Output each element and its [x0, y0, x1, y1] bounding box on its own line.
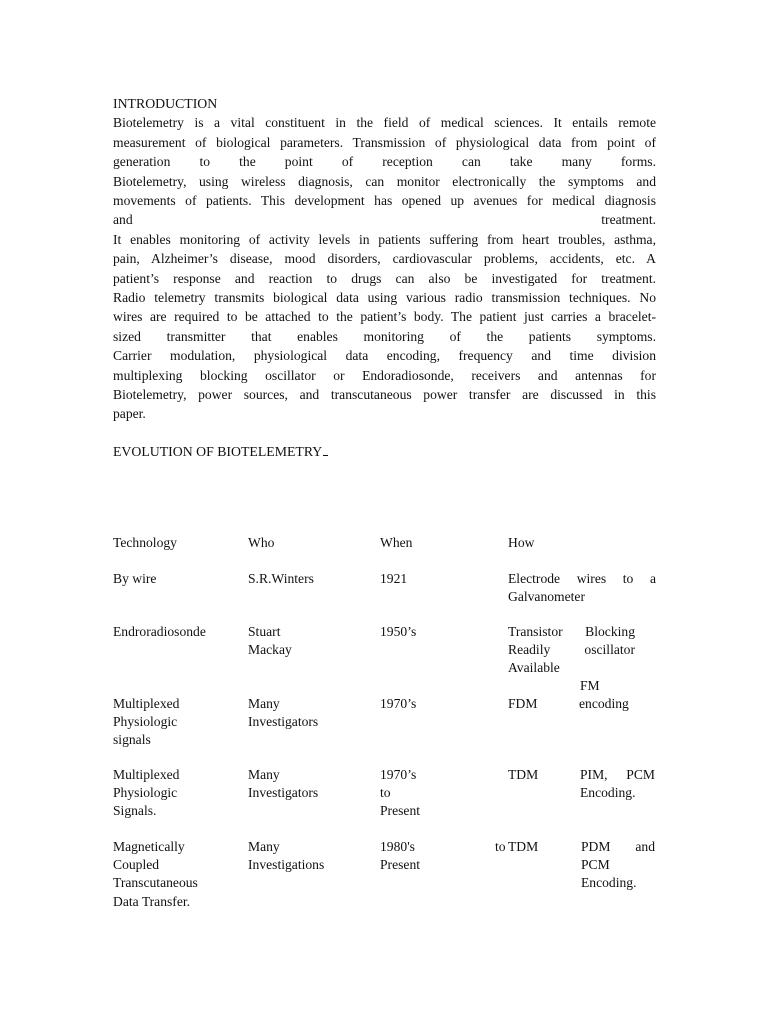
table-row-4-who	[248, 766, 318, 802]
cell-line: Blocking	[585, 624, 635, 639]
cell-line: 1950’s	[380, 624, 417, 639]
evolution-heading: EVOLUTION OF BIOTELEMETRY	[113, 444, 323, 459]
cell-line: Signals.	[113, 803, 157, 819]
header-technology: Technology	[113, 535, 177, 550]
cell-word: and	[635, 839, 655, 854]
cell-line: S.R.Winters	[248, 571, 314, 586]
cell-line: Many	[248, 839, 280, 854]
cell-line: TDM	[508, 839, 539, 854]
table-row-4-technology	[113, 766, 179, 821]
cell-line: Endroradiosonde	[113, 624, 206, 639]
header-how: How	[508, 535, 535, 550]
cell-line: Transistor	[508, 624, 563, 639]
cell-line: Investigators	[248, 785, 319, 801]
cell-line-justified	[580, 766, 655, 784]
cell-line: Many	[248, 696, 280, 711]
intro-line: pain, Alzheimer’s disease, mood disorders, cardiovascular problems, accidents, etc. A	[113, 251, 656, 267]
cell-line: Physiologic	[113, 714, 178, 730]
cell-word: to	[622, 571, 634, 586]
intro-line: Carrier modulation, physiological data encoding, frequency and time division	[113, 348, 656, 364]
table-row-2-technology	[113, 623, 206, 641]
cell-line: Encoding.	[581, 875, 637, 891]
table-row-1-when	[380, 570, 407, 588]
table-row-5-when	[380, 838, 420, 874]
cell-line: Available	[508, 660, 560, 676]
cell-word: a	[649, 571, 656, 586]
intro-line: patient’s response and reaction to drugs can also be investigated for treatment.	[113, 270, 656, 286]
cell-line: oscillator	[584, 642, 635, 658]
intro-line: Biotelemetry, using wireless diagnosis, can monitor electronically the symptoms and	[113, 173, 656, 189]
cell-line: Physiologic	[113, 785, 178, 801]
table-row-1-technology	[113, 570, 156, 588]
intro-line: paper.	[113, 406, 146, 422]
line-word: treatment.	[601, 212, 656, 228]
table-row-4-when	[380, 766, 420, 821]
table-row-5-when-extra	[495, 838, 506, 856]
cell-line: TDM	[508, 767, 539, 782]
cell-line: to	[380, 785, 391, 801]
table-row-5-who	[248, 838, 324, 874]
cell-line: FDM	[508, 696, 538, 711]
cell-word: PIM,	[580, 767, 608, 782]
line-word: and	[113, 212, 133, 228]
table-row-1-how	[508, 570, 656, 606]
intro-line: movements of patients. This development has opened up avenues for medical diagnosis	[113, 193, 656, 209]
cell-line: Galvanometer	[508, 589, 585, 605]
table-row-3-who	[248, 695, 318, 731]
table-row-3-when	[380, 695, 416, 713]
cell-line: By wire	[113, 571, 157, 586]
cell-line: Multiplexed	[113, 696, 180, 711]
cell-line: Mackay	[248, 642, 292, 658]
cell-word: Electrode	[508, 571, 561, 586]
intro-line: measurement of biological parameters. Transmission of physiological data from point of	[113, 134, 656, 150]
table-row-3-how-extra	[579, 677, 629, 713]
cell-line: 1970’s	[380, 696, 417, 711]
text-cursor-mark	[323, 443, 328, 456]
table-row-5-how-extra	[581, 838, 655, 893]
cell-word: PCM	[626, 767, 655, 782]
cell-line: 1980's	[380, 839, 415, 854]
intro-line: sized transmitter that enables monitoring of the patients symptoms.	[113, 328, 656, 344]
cell-line: FM	[580, 678, 600, 693]
intro-line: Radio telemetry transmits biological data using various radio transmission techniques. No	[113, 290, 656, 306]
cell-line: 1970’s	[380, 767, 417, 782]
intro-line: generation to the point of reception can take many forms.	[113, 154, 656, 170]
introduction-heading: INTRODUCTION	[113, 96, 218, 111]
table-row-2-who	[248, 623, 292, 659]
table-row-2-how	[508, 623, 563, 678]
evolution-table	[113, 534, 658, 924]
cell-line: Investigations	[248, 857, 325, 873]
intro-line: Biotelemetry, power sources, and transcutaneous power transfer are discussed in this	[113, 387, 656, 403]
table-row-2-how-extra	[581, 623, 635, 659]
table-row-5-how	[508, 838, 538, 856]
cell-line: signals	[113, 732, 151, 748]
cell-line: PCM	[581, 857, 610, 873]
cell-word: PDM	[581, 839, 611, 854]
cell-line: Coupled	[113, 857, 160, 873]
cell-line: to	[495, 839, 506, 854]
header-when: When	[380, 535, 413, 550]
intro-line: Biotelemetry is a vital constituent in the field of medical sciences. It entails remote	[113, 115, 656, 131]
cell-line-justified	[581, 838, 655, 856]
table-row-4-how-extra	[580, 766, 655, 802]
cell-line: Stuart	[248, 624, 281, 639]
table-row-1-who	[248, 570, 314, 588]
intro-line: It enables monitoring of activity levels in patients suffering from heart troubles, asthma,	[113, 231, 656, 247]
cell-line: Encoding.	[580, 785, 636, 801]
cell-word: wires	[576, 571, 607, 586]
table-row-3-how	[508, 695, 537, 713]
cell-line: Transcutaneous	[113, 875, 198, 891]
intro-line: multiplexing blocking oscillator or Endoradiosonde, receivers and antennas for	[113, 367, 656, 383]
table-row-3-technology	[113, 695, 179, 750]
cell-line: 1921	[380, 571, 408, 586]
cell-line: Readily	[508, 642, 551, 658]
header-who: Who	[248, 535, 275, 550]
cell-line-justified	[508, 570, 656, 588]
cell-line: encoding	[579, 696, 629, 712]
table-row-2-when	[380, 623, 416, 641]
intro-line	[113, 210, 656, 229]
cell-line: Investigators	[248, 714, 319, 730]
cell-line: Many	[248, 767, 280, 782]
table-row-4-how	[508, 766, 538, 784]
document-page	[113, 94, 656, 424]
cell-line: Present	[380, 857, 421, 873]
cell-line: Multiplexed	[113, 767, 180, 782]
introduction-paragraph	[113, 113, 656, 424]
cell-line: Present	[380, 803, 421, 819]
cell-line: Data Transfer.	[113, 893, 191, 909]
intro-line: wires are required to be attached to the patient’s body. The patient just carries a bracelet-	[113, 309, 656, 325]
evolution-heading-block	[113, 442, 328, 461]
cell-line: Magnetically	[113, 839, 185, 854]
table-row-5-technology	[113, 838, 198, 911]
